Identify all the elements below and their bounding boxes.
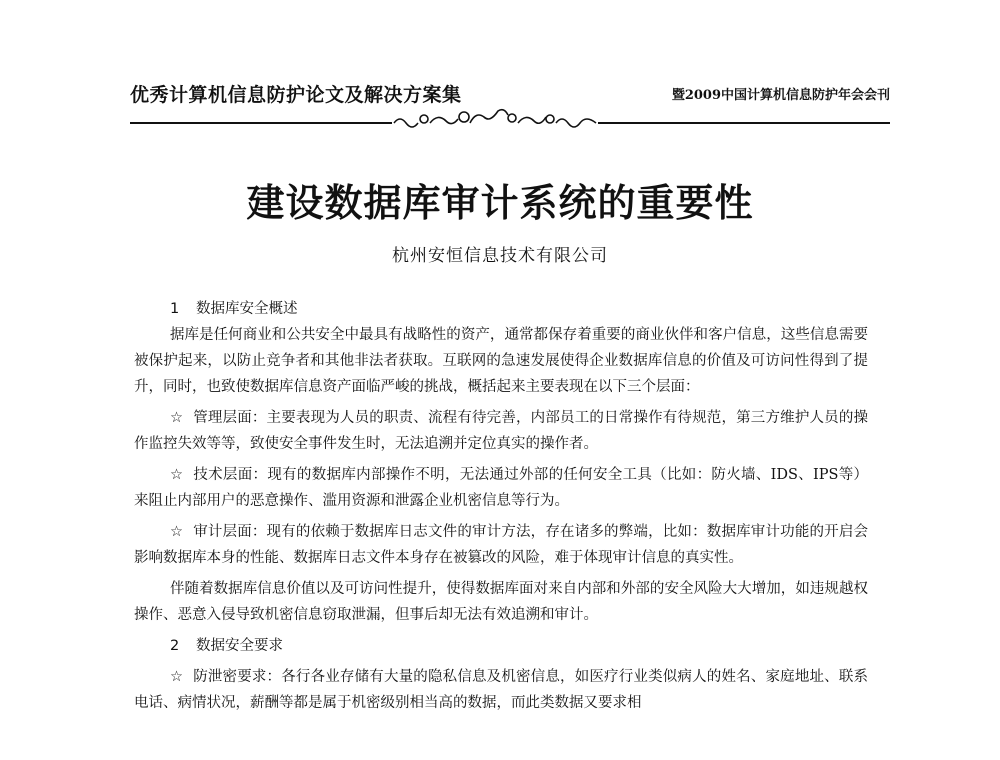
list-item-text: 审计层面：现有的依赖于数据库日志文件的审计方法，存在诸多的弊端，比如：数据库审计功能的开启会影响数据库本身的性能、数据库日志文件本身存在被篡改的风险，难于体现审计信息的真实性。	[134, 524, 869, 566]
list-item	[134, 462, 868, 514]
flourish-ornament	[394, 110, 596, 127]
list-item-text: 管理层面：主要表现为人员的职责、流程有待完善，内部员工的日常操作有待规范，第三方维护人员的操作监控失效等等，致使安全事件发生时，无法追溯并定位真实的操作者。	[134, 410, 869, 452]
section-heading	[134, 296, 868, 322]
section-heading	[134, 633, 868, 659]
section-title: 数据库安全概述	[196, 301, 298, 317]
running-head-right: 暨2009中国计算机信息防护年会会刊	[671, 88, 890, 103]
section-title: 数据安全要求	[196, 638, 283, 654]
star-bullet-icon: ☆	[170, 467, 184, 483]
section-number: 2	[170, 638, 180, 654]
star-bullet-icon: ☆	[170, 524, 184, 540]
star-bullet-icon: ☆	[170, 410, 184, 426]
section-number: 1	[170, 301, 180, 317]
star-bullet-icon: ☆	[170, 669, 184, 685]
list-item	[134, 519, 868, 571]
list-item	[134, 405, 868, 457]
ornamental-rule	[130, 104, 890, 134]
list-item-text: 防泄密要求：各行各业存储有大量的隐私信息及机密信息，如医疗行业类似病人的姓名、家庭地址、联系电话、病情状况，薪酬等都是属于机密级别相当高的数据，而此类数据又要求相	[134, 669, 869, 711]
list-item	[134, 664, 868, 716]
author-line: 杭州安恒信息技术有限公司	[392, 246, 608, 266]
running-head-left: 优秀计算机信息防护论文及解决方案集	[130, 84, 462, 106]
paragraph: 据库是任何商业和公共安全中最具有战略性的资产，通常都保存着重要的商业伙伴和客户信息，这些信息需要被保护起来，以防止竞争者和其他非法者获取。互联网的急速发展使得企业数据库信息的价值及可访问性得到了提升，同时，也致使数据库信息资产面临严峻的挑战，概括起来主要表现在以下三个层面：	[134, 327, 868, 395]
list-item-text: 技术层面：现有的数据库内部操作不明，无法通过外部的任何安全工具（比如：防火墙、IDS、IPS等）来阻止内部用户的恶意操作、滥用资源和泄露企业机密信息等行为。	[134, 467, 869, 509]
page-title: 建设数据库审计系统的重要性	[246, 180, 754, 225]
paragraph: 伴随着数据库信息价值以及可访问性提升，使得数据库面对来自内部和外部的安全风险大大增加，如违规越权操作、恶意入侵导致机密信息窃取泄漏，但事后却无法有效追溯和审计。	[134, 581, 868, 623]
article-body	[134, 296, 868, 716]
